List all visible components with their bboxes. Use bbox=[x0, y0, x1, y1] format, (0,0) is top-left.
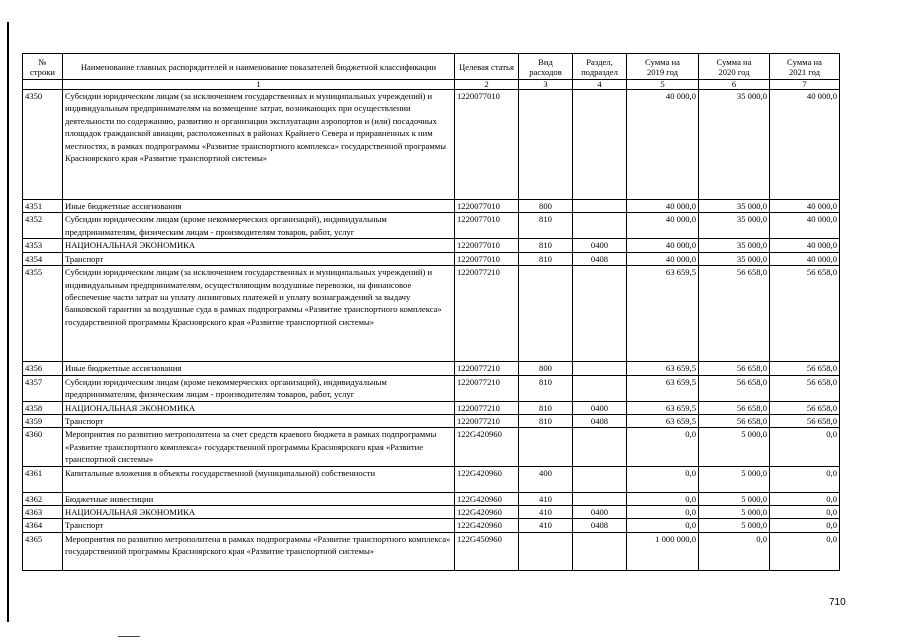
row-expense-type: 410 bbox=[519, 506, 573, 519]
row-sum-2020: 5 000,0 bbox=[699, 506, 770, 519]
row-sum-2019: 63 659,5 bbox=[627, 266, 699, 362]
row-expense-type: 810 bbox=[519, 375, 573, 401]
row-number: 4364 bbox=[23, 519, 63, 532]
row-sum-2021: 40 000,0 bbox=[770, 239, 840, 252]
row-sum-2021: 0,0 bbox=[770, 492, 840, 505]
row-name: Мероприятия по развитию метрополитена в рамках подпрограммы «Развитие транспортного комплекса» государственной программы Красноярского края «Развитие транспортной системы» bbox=[63, 532, 455, 570]
row-name: НАЦИОНАЛЬНАЯ ЭКОНОМИКА bbox=[63, 401, 455, 414]
header-row-number: № строки bbox=[23, 54, 63, 80]
row-target-article: 1220077010 bbox=[455, 213, 519, 239]
row-section: 0400 bbox=[573, 506, 627, 519]
row-section bbox=[573, 200, 627, 213]
row-target-article: 122G420960 bbox=[455, 492, 519, 505]
row-name: Бюджетные инвестиции bbox=[63, 492, 455, 505]
row-sum-2020: 35 000,0 bbox=[699, 200, 770, 213]
row-name: Субсидии юридическим лицам (кроме некоммерческих организаций), индивидуальным предпринимателям, физическим лицам - производителям товаров, работ, услуг bbox=[63, 375, 455, 401]
table-body bbox=[23, 90, 840, 571]
row-sum-2021: 0,0 bbox=[770, 532, 840, 570]
row-sum-2019: 40 000,0 bbox=[627, 213, 699, 239]
row-sum-2021: 56 658,0 bbox=[770, 401, 840, 414]
row-number: 4351 bbox=[23, 200, 63, 213]
table-row bbox=[23, 466, 840, 492]
row-expense-type: 810 bbox=[519, 415, 573, 428]
table-row bbox=[23, 401, 840, 414]
row-number: 4355 bbox=[23, 266, 63, 362]
row-target-article: 122G420960 bbox=[455, 519, 519, 532]
row-sum-2021: 0,0 bbox=[770, 519, 840, 532]
row-name: Транспорт bbox=[63, 415, 455, 428]
header-target-article: Целевая статья bbox=[455, 54, 519, 80]
table-row bbox=[23, 506, 840, 519]
row-name: Субсидии юридическим лицам (кроме некоммерческих организаций), индивидуальным предпринимателям, физическим лицам - производителям товаров, работ, услуг bbox=[63, 213, 455, 239]
row-sum-2020: 35 000,0 bbox=[699, 90, 770, 200]
row-number: 4353 bbox=[23, 239, 63, 252]
row-section: 0400 bbox=[573, 401, 627, 414]
row-section bbox=[573, 266, 627, 362]
row-name: НАЦИОНАЛЬНАЯ ЭКОНОМИКА bbox=[63, 506, 455, 519]
row-section bbox=[573, 213, 627, 239]
column-number: 1 bbox=[63, 80, 455, 90]
header-section: Раздел, подраздел bbox=[573, 54, 627, 80]
table-row bbox=[23, 375, 840, 401]
row-sum-2020: 35 000,0 bbox=[699, 239, 770, 252]
row-expense-type bbox=[519, 428, 573, 466]
row-sum-2020: 56 658,0 bbox=[699, 415, 770, 428]
table-row bbox=[23, 213, 840, 239]
row-sum-2019: 40 000,0 bbox=[627, 252, 699, 265]
column-number: 7 bbox=[770, 80, 840, 90]
row-expense-type: 400 bbox=[519, 466, 573, 492]
row-sum-2020: 5 000,0 bbox=[699, 428, 770, 466]
row-sum-2021: 56 658,0 bbox=[770, 415, 840, 428]
table-row bbox=[23, 239, 840, 252]
row-number: 4358 bbox=[23, 401, 63, 414]
row-sum-2021: 40 000,0 bbox=[770, 90, 840, 200]
row-sum-2019: 40 000,0 bbox=[627, 239, 699, 252]
row-section bbox=[573, 466, 627, 492]
row-sum-2019: 0,0 bbox=[627, 492, 699, 505]
row-name: Транспорт bbox=[63, 519, 455, 532]
row-sum-2020: 56 658,0 bbox=[699, 401, 770, 414]
row-sum-2020: 5 000,0 bbox=[699, 492, 770, 505]
row-section bbox=[573, 375, 627, 401]
row-sum-2021: 0,0 bbox=[770, 428, 840, 466]
row-section bbox=[573, 532, 627, 570]
row-number: 4356 bbox=[23, 362, 63, 375]
row-sum-2020: 56 658,0 bbox=[699, 375, 770, 401]
table-row bbox=[23, 428, 840, 466]
header-sum-2019: Сумма на 2019 год bbox=[627, 54, 699, 80]
row-number: 4359 bbox=[23, 415, 63, 428]
row-number: 4352 bbox=[23, 213, 63, 239]
row-sum-2020: 35 000,0 bbox=[699, 252, 770, 265]
row-sum-2020: 0,0 bbox=[699, 532, 770, 570]
row-target-article: 1220077210 bbox=[455, 266, 519, 362]
header-expense-type: Вид расходов bbox=[519, 54, 573, 80]
left-margin-rule bbox=[7, 22, 9, 622]
row-sum-2019: 63 659,5 bbox=[627, 401, 699, 414]
row-name: Капитальные вложения в объекты государственной (муниципальной) собственности bbox=[63, 466, 455, 492]
row-name: Мероприятия по развитию метрополитена за счет средств краевого бюджета в рамках подпрограммы «Развитие транспортного комплекса» государственной программы Красноярского края «Развитие транспортной системы» bbox=[63, 428, 455, 466]
row-number: 4354 bbox=[23, 252, 63, 265]
row-sum-2021: 40 000,0 bbox=[770, 252, 840, 265]
row-section: 0400 bbox=[573, 239, 627, 252]
table-header-row bbox=[23, 54, 840, 80]
column-number: 3 bbox=[519, 80, 573, 90]
table-row bbox=[23, 532, 840, 570]
row-expense-type bbox=[519, 90, 573, 200]
table-row bbox=[23, 252, 840, 265]
row-sum-2019: 1 000 000,0 bbox=[627, 532, 699, 570]
table-row bbox=[23, 519, 840, 532]
row-sum-2019: 0,0 bbox=[627, 428, 699, 466]
row-target-article: 1220077210 bbox=[455, 375, 519, 401]
row-target-article: 1220077210 bbox=[455, 415, 519, 428]
row-section: 0408 bbox=[573, 519, 627, 532]
row-expense-type: 810 bbox=[519, 213, 573, 239]
row-number: 4357 bbox=[23, 375, 63, 401]
row-target-article: 122G420960 bbox=[455, 428, 519, 466]
row-sum-2019: 0,0 bbox=[627, 506, 699, 519]
row-expense-type: 810 bbox=[519, 252, 573, 265]
row-sum-2021: 56 658,0 bbox=[770, 362, 840, 375]
table-row bbox=[23, 266, 840, 362]
row-number: 4362 bbox=[23, 492, 63, 505]
row-name: Субсидии юридическим лицам (за исключением государственных и муниципальных учреждений) и индивидуальным предпринимателям, осуществляющим воздушные перевозки, на финансовое обеспечение части затрат на уплату лизинговых платежей и уплату вознаграждений за выдачу банковской гарантии за воздушные суда в рамках подпрограммы «Развитие транспортного комплекса» государственной программы Красноярского края «Развитие транспортной системы» bbox=[63, 266, 455, 362]
header-name: Наименование главных распорядителей и наименование показателей бюджетной классификации bbox=[63, 54, 455, 80]
row-name: Иные бюджетные ассигнования bbox=[63, 362, 455, 375]
page-number: 710 bbox=[829, 597, 846, 608]
table-row bbox=[23, 415, 840, 428]
row-name: Субсидии юридическим лицам (за исключением государственных и муниципальных учреждений) и индивидуальным предпринимателям на возмещение затрат, возникающих при осуществлении деятельности по содержанию, развитию и организации эксплуатации аэропортов и (или) посадочных площадок гражданской авиации, расположенных в районах Крайнего Севера и приравненных к ним местностях, в рамках подпрограммы «Развитие транспортного комплекса» государственной программы Красноярского края «Развитие транспортной системы» bbox=[63, 90, 455, 200]
row-sum-2021: 56 658,0 bbox=[770, 375, 840, 401]
row-sum-2020: 35 000,0 bbox=[699, 213, 770, 239]
budget-table bbox=[22, 53, 840, 571]
row-sum-2019: 40 000,0 bbox=[627, 200, 699, 213]
row-sum-2020: 56 658,0 bbox=[699, 362, 770, 375]
row-number: 4363 bbox=[23, 506, 63, 519]
row-target-article: 1220077210 bbox=[455, 362, 519, 375]
footer-dash-mark bbox=[118, 636, 140, 638]
row-sum-2019: 63 659,5 bbox=[627, 375, 699, 401]
row-target-article: 122G420960 bbox=[455, 506, 519, 519]
row-sum-2020: 56 658,0 bbox=[699, 266, 770, 362]
column-number: 4 bbox=[573, 80, 627, 90]
row-target-article: 122G420960 bbox=[455, 466, 519, 492]
row-section bbox=[573, 362, 627, 375]
table-row bbox=[23, 362, 840, 375]
row-section bbox=[573, 90, 627, 200]
row-section bbox=[573, 428, 627, 466]
row-sum-2019: 0,0 bbox=[627, 519, 699, 532]
row-target-article: 1220077010 bbox=[455, 239, 519, 252]
row-expense-type bbox=[519, 532, 573, 570]
row-sum-2019: 63 659,5 bbox=[627, 362, 699, 375]
table-row bbox=[23, 492, 840, 505]
table-row bbox=[23, 90, 840, 200]
row-sum-2021: 0,0 bbox=[770, 506, 840, 519]
row-expense-type: 410 bbox=[519, 519, 573, 532]
row-name: Иные бюджетные ассигнования bbox=[63, 200, 455, 213]
row-target-article: 1220077010 bbox=[455, 90, 519, 200]
row-section: 0408 bbox=[573, 252, 627, 265]
row-sum-2019: 40 000,0 bbox=[627, 90, 699, 200]
row-expense-type: 810 bbox=[519, 239, 573, 252]
row-name: Транспорт bbox=[63, 252, 455, 265]
row-number: 4350 bbox=[23, 90, 63, 200]
row-target-article: 1220077010 bbox=[455, 200, 519, 213]
row-sum-2021: 40 000,0 bbox=[770, 213, 840, 239]
header-sum-2020: Сумма на 2020 год bbox=[699, 54, 770, 80]
row-sum-2019: 63 659,5 bbox=[627, 415, 699, 428]
column-number-row bbox=[23, 80, 840, 90]
row-target-article: 122G450960 bbox=[455, 532, 519, 570]
row-sum-2021: 40 000,0 bbox=[770, 200, 840, 213]
column-number: 2 bbox=[455, 80, 519, 90]
header-sum-2021: Сумма на 2021 год bbox=[770, 54, 840, 80]
row-sum-2020: 5 000,0 bbox=[699, 519, 770, 532]
row-expense-type bbox=[519, 266, 573, 362]
row-sum-2019: 0,0 bbox=[627, 466, 699, 492]
row-number: 4360 bbox=[23, 428, 63, 466]
column-number: 5 bbox=[627, 80, 699, 90]
row-target-article: 1220077010 bbox=[455, 252, 519, 265]
row-number: 4361 bbox=[23, 466, 63, 492]
row-sum-2021: 0,0 bbox=[770, 466, 840, 492]
column-number-blank bbox=[23, 80, 63, 90]
row-expense-type: 800 bbox=[519, 362, 573, 375]
column-number: 6 bbox=[699, 80, 770, 90]
row-section: 0408 bbox=[573, 415, 627, 428]
row-section bbox=[573, 492, 627, 505]
row-expense-type: 800 bbox=[519, 200, 573, 213]
row-sum-2020: 5 000,0 bbox=[699, 466, 770, 492]
row-expense-type: 810 bbox=[519, 401, 573, 414]
row-number: 4365 bbox=[23, 532, 63, 570]
row-target-article: 1220077210 bbox=[455, 401, 519, 414]
row-expense-type: 410 bbox=[519, 492, 573, 505]
row-name: НАЦИОНАЛЬНАЯ ЭКОНОМИКА bbox=[63, 239, 455, 252]
table-row bbox=[23, 200, 840, 213]
row-sum-2021: 56 658,0 bbox=[770, 266, 840, 362]
